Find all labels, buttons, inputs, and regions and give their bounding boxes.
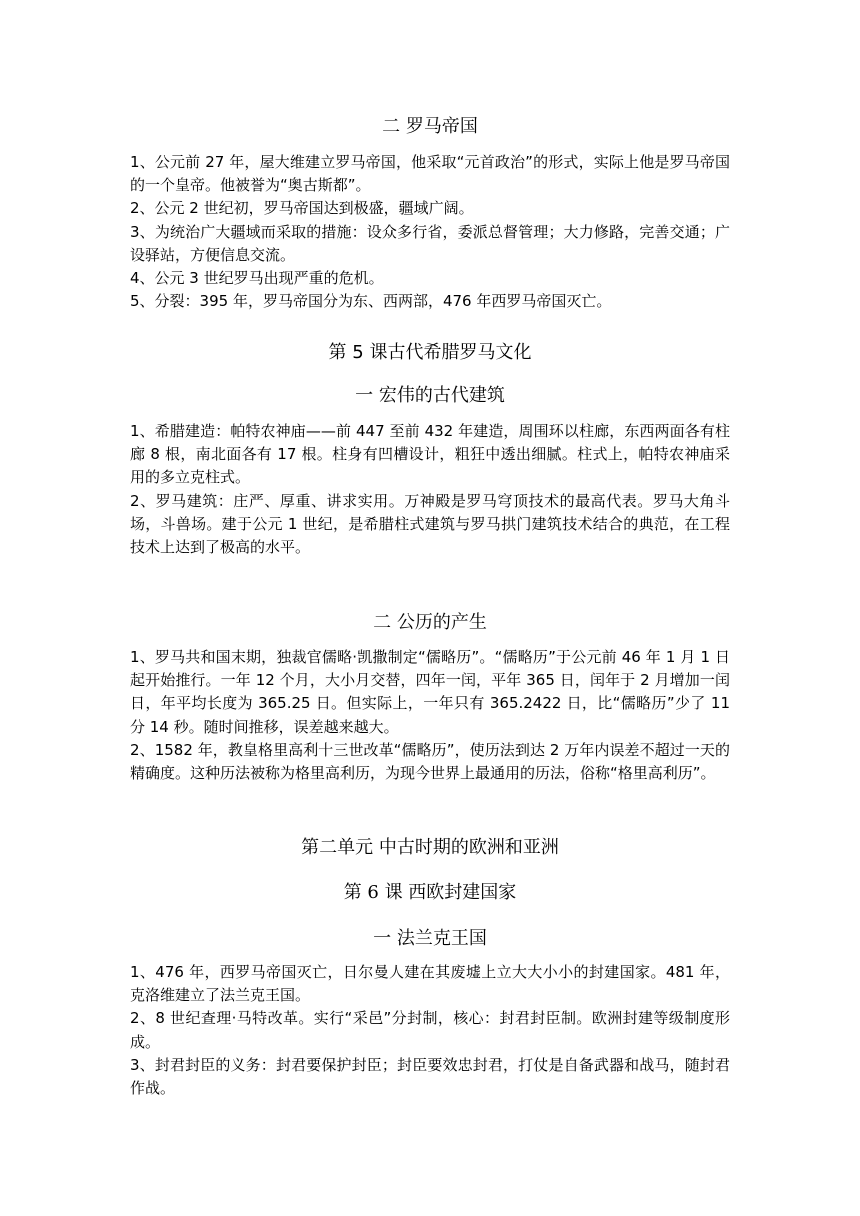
paragraph: 1、罗马共和国末期，独裁官儒略·凯撒制定“儒略历”。“儒略历”于公元前 46 年 1 月 1 日起开始推行。一年 12 个月，大小月交替，四年一闰，平年 365 日，闰年于 2 月增加一闰日，年平均长度为 365.25 日。但实际上，一年只有 365.2422 日，比“儒略历”少了 11 分 14 秒。随时间推移，误差越来越大。 — [130, 648, 730, 736]
paragraph: 2、8 世纪查理·马特改革。实行“采邑”分封制，核心：封君封臣制。欧洲封建等级制度形成。 — [130, 1009, 730, 1051]
paragraph: 5、分裂：395 年，罗马帝国分为东、西两部，476 年西罗马帝国灭亡。 — [130, 292, 612, 311]
section-heading: 一 法兰克王国 — [373, 928, 487, 949]
section-body — [130, 420, 730, 559]
section-heading: 二 公历的产生 — [373, 612, 487, 633]
paragraph: 2、罗马建筑：庄严、厚重、讲求实用。万神殿是罗马穹顶技术的最高代表。罗马大角斗场，斗兽场。建于公元 1 世纪，是希腊柱式建筑与罗马拱门建筑技术结合的典范，在工程技术上达到了极高的水平。 — [130, 491, 730, 557]
section-body — [130, 961, 730, 1100]
paragraph: 3、为统治广大疆域而采取的措施：设众多行省，委派总督管理；大力修路，完善交通；广设驿站，方便信息交流。 — [130, 222, 730, 264]
lesson-title: 第 6 课 西欧封建国家 — [343, 882, 517, 903]
paragraph: 2、公元 2 世纪初，罗马帝国达到极盛，疆域广阔。 — [130, 199, 474, 218]
paragraph: 2、1582 年，教皇格里高利十三世改革“儒略历”，使历法到达 2 万年内误差不超过一天的精确度。这种历法被称为格里高利历，为现今世界上最通用的历法，俗称“格里高利历”。 — [130, 740, 730, 783]
lesson-title: 第 5 课古代希腊罗马文化 — [328, 342, 532, 363]
paragraph: 1、希腊建造：帕特农神庙——前 447 至前 432 年建造，周围环以柱廊，东西两面各有柱廊 8 根，南北面各有 17 根。柱身有凹槽设计，粗狂中透出细腻。柱式上，帕特农神庙采用的多立克柱式。 — [130, 422, 730, 487]
paragraph: 1、476 年，西罗马帝国灭亡，日尔曼人建在其废墟上立大大小小的封建国家。481 年，克洛维建立了法兰克王国。 — [130, 963, 730, 1005]
section-body — [130, 646, 730, 785]
section-body — [130, 151, 730, 313]
paragraph: 3、封君封臣的义务：封君要保护封臣；封臣要效忠封君，打仗是自备武器和战马，随封君作战。 — [130, 1055, 730, 1098]
paragraph: 4、公元 3 世纪罗马出现严重的危机。 — [130, 269, 384, 288]
unit-title: 第二单元 中古时期的欧洲和亚洲 — [301, 837, 559, 858]
section-heading: 二 罗马帝国 — [382, 116, 478, 137]
section-heading: 一 宏伟的古代建筑 — [355, 385, 505, 406]
paragraph: 1、公元前 27 年，屋大维建立罗马帝国，他采取“元首政治”的形式，实际上他是罗马帝国的一个皇帝。他被誉为“奥古斯都”。 — [130, 153, 730, 195]
